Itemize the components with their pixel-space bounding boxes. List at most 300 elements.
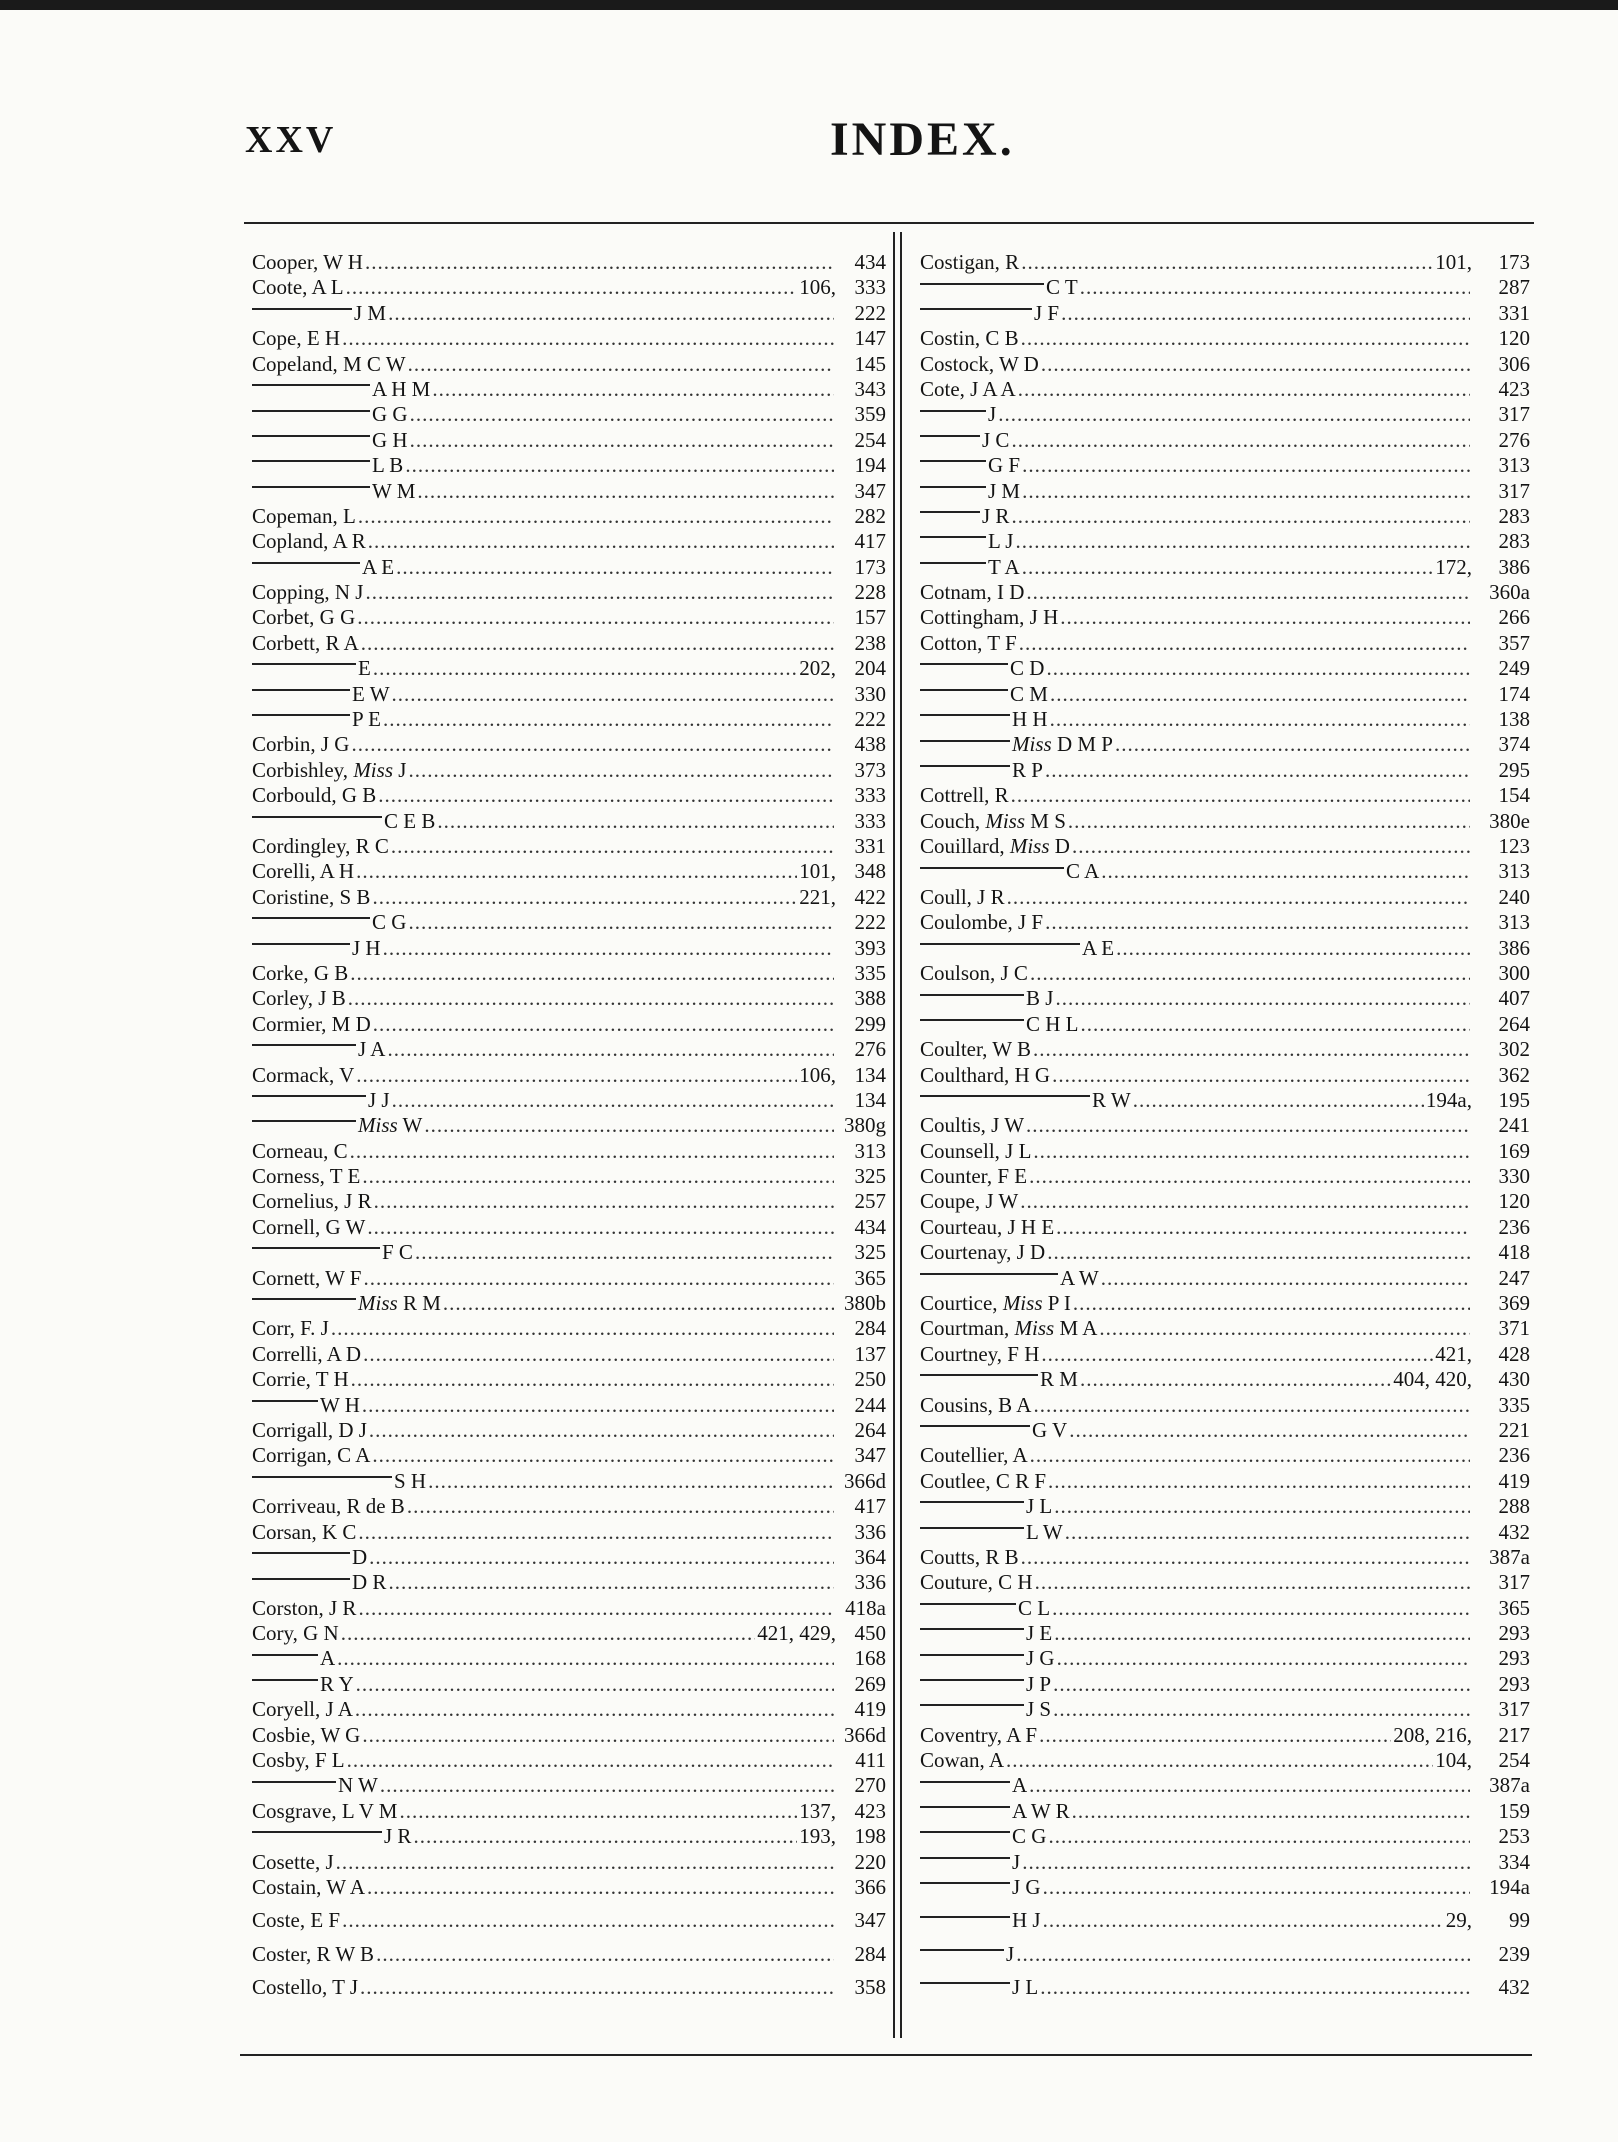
ditto-dash [920, 1679, 1024, 1681]
dot-leader [408, 428, 834, 453]
entry-name-text: L W [1026, 1519, 1063, 1544]
entry-name-text: J P [1026, 1671, 1052, 1696]
entry-page: 362 [1498, 1062, 1530, 1087]
entry-page: 217 [1498, 1722, 1530, 1747]
entry-page: 204 [854, 656, 886, 681]
entry-name-text: Corke, G B [252, 960, 349, 985]
entry-name-text: J L [1026, 1494, 1053, 1519]
entry-page: 366d [844, 1722, 886, 1747]
ditto-dash [920, 740, 1010, 742]
entry-name-text: J M [354, 300, 387, 325]
entry-extra-refs: 172, [1435, 554, 1472, 579]
entry-name-text: Corrigall, D J [252, 1417, 367, 1442]
entry-name [252, 1672, 354, 1697]
entry-page: 300 [1498, 960, 1530, 985]
entry-page: 299 [854, 1011, 886, 1036]
entry-page: 269 [854, 1671, 886, 1696]
entry-page: 154 [1498, 783, 1530, 808]
entry-page: 418 [1498, 1240, 1530, 1265]
entry-extra-refs: 221, [799, 884, 836, 909]
entry-name [920, 1773, 1027, 1798]
dot-leader [334, 1850, 834, 1875]
entry-page: 359 [854, 402, 886, 427]
index-entry [920, 986, 1530, 1011]
entry-name-text: Cotnam, I D [920, 580, 1025, 605]
entry-name [252, 936, 381, 961]
entry-page: 366d [844, 1468, 886, 1493]
index-entry [252, 1799, 886, 1824]
ditto-dash [252, 1831, 382, 1833]
entry-name [252, 1621, 339, 1646]
entry-name [920, 859, 1099, 884]
entry-name-text: Corriveau, R de B [252, 1494, 405, 1519]
dot-leader [329, 1316, 834, 1341]
index-entry [252, 1443, 886, 1468]
dot-leader [1020, 453, 1470, 478]
entry-page: 99 [1509, 1908, 1530, 1933]
entry-extra-refs: 106, [799, 275, 836, 300]
entry-name-text: Coristine, S B [252, 884, 371, 909]
entry-name [920, 1494, 1052, 1519]
entry-page: 348 [854, 859, 886, 884]
index-entry [920, 1164, 1530, 1189]
entry-page: 333 [854, 808, 886, 833]
dot-leader [354, 1672, 834, 1697]
entry-page: 287 [1498, 275, 1530, 300]
dot-leader [1013, 529, 1470, 554]
dot-leader [413, 1240, 834, 1265]
entry-page: 222 [854, 910, 886, 935]
ditto-dash [252, 562, 360, 564]
dot-leader [1024, 1113, 1470, 1138]
index-entry [920, 1520, 1530, 1545]
index-entry [252, 580, 886, 605]
entry-page: 331 [854, 833, 886, 858]
index-entry [252, 1621, 886, 1646]
dot-leader [1018, 1189, 1470, 1214]
index-entry [252, 250, 886, 275]
page-header [245, 113, 1485, 178]
entry-name-text: J [1006, 1941, 1015, 1966]
index-entry [920, 580, 1530, 605]
entry-name [920, 275, 1078, 300]
dot-leader [1009, 504, 1470, 529]
entry-page: 239 [1498, 1941, 1530, 1966]
entry-extra-refs: 404, 420, [1393, 1367, 1472, 1392]
index-entry [252, 326, 886, 351]
ditto-dash [920, 714, 1010, 716]
index-entry [252, 1672, 886, 1697]
entry-name [252, 1189, 372, 1214]
entry-extra-refs: 193, [799, 1824, 836, 1849]
index-entry [920, 1975, 1530, 2000]
dot-leader [1020, 555, 1434, 580]
entry-name-text: C G [372, 910, 407, 935]
entry-name [920, 1316, 1097, 1341]
entry-page: 335 [1498, 1392, 1530, 1417]
entry-name-text: D R [352, 1570, 387, 1595]
dot-leader [1051, 1672, 1470, 1697]
entry-name-text: C A [1066, 859, 1100, 884]
entry-name [920, 1875, 1041, 1900]
entry-page: 194 [854, 453, 886, 478]
dot-leader [1039, 1342, 1433, 1367]
entry-page: 313 [1498, 910, 1530, 935]
index-entry [252, 1367, 886, 1392]
entry-name-text: J A [358, 1037, 386, 1062]
entry-page: 334 [1498, 1849, 1530, 1874]
entry-page: 418a [845, 1595, 886, 1620]
dot-leader [390, 682, 834, 707]
entry-name [252, 1063, 354, 1088]
entry-name-text: L J [988, 529, 1014, 554]
index-entry [252, 961, 886, 986]
entry-page: 336 [854, 1519, 886, 1544]
index-entry [252, 1113, 886, 1138]
dot-leader [370, 885, 797, 910]
index-entry [920, 1367, 1530, 1392]
entry-name [252, 910, 406, 935]
index-entry [252, 301, 886, 326]
entry-name [920, 1367, 1078, 1392]
entry-name [252, 1596, 356, 1621]
entry-extra-refs: 208, 216, [1393, 1722, 1472, 1747]
dot-leader [340, 1908, 834, 1933]
entry-name [252, 250, 363, 275]
entry-name-text: S H [394, 1468, 427, 1493]
entry-page: 138 [1498, 707, 1530, 732]
entry-name-text: J C [982, 427, 1010, 452]
index-entry [252, 1646, 886, 1671]
dot-leader [360, 1723, 834, 1748]
ditto-dash [252, 663, 356, 665]
entry-name-text: Couture, C H [920, 1570, 1033, 1595]
index-entry [252, 1418, 886, 1443]
entry-name-text: Courtman, Miss M A [920, 1316, 1098, 1341]
entry-page: 157 [854, 605, 886, 630]
ditto-dash [252, 917, 370, 919]
entry-page: 198 [854, 1824, 886, 1849]
entry-page: 120 [1498, 1189, 1530, 1214]
dot-leader [360, 1393, 834, 1418]
entry-name [920, 809, 1066, 834]
index-entry [920, 656, 1530, 681]
dot-leader [1055, 1646, 1470, 1671]
page-top-edge [0, 0, 1618, 10]
dot-leader [1041, 1875, 1470, 1900]
entry-name [252, 1908, 340, 1933]
dot-leader [356, 1520, 834, 1545]
index-entry [920, 783, 1530, 808]
index-entry [252, 986, 886, 1011]
entry-name-text: W M [372, 478, 416, 503]
entry-name [920, 1545, 1019, 1570]
entry-name-text: W H [320, 1392, 360, 1417]
entry-name [252, 1316, 329, 1341]
ditto-dash [252, 486, 370, 488]
entry-name [920, 1063, 1050, 1088]
entry-name [252, 1291, 441, 1316]
index-entry [920, 1088, 1530, 1113]
entry-name [252, 1748, 345, 1773]
ditto-dash [920, 663, 1008, 665]
index-entry [920, 961, 1530, 986]
entry-name [920, 1646, 1055, 1671]
ditto-dash [920, 1374, 1038, 1376]
ditto-dash [920, 1882, 1010, 1884]
entry-name [252, 428, 408, 453]
index-entry [252, 1875, 886, 1900]
entry-name [920, 1621, 1052, 1646]
entry-page: 276 [854, 1037, 886, 1062]
dot-leader [1024, 580, 1470, 605]
dot-leader [1043, 758, 1470, 783]
index-entry [252, 1291, 886, 1316]
ditto-dash [920, 283, 1044, 285]
index-entry [920, 1494, 1530, 1519]
entry-page: 283 [1498, 503, 1530, 528]
index-entry [920, 1942, 1530, 1967]
ditto-dash [920, 1982, 1010, 1984]
index-entry [252, 910, 886, 935]
index-entry [252, 834, 886, 859]
entry-name-text: Coutellier, A [920, 1443, 1028, 1468]
dot-leader [371, 656, 797, 681]
index-entry [920, 910, 1530, 935]
ditto-dash [252, 460, 370, 462]
entry-name-text: A H M [372, 376, 431, 401]
ditto-dash [920, 511, 980, 513]
entry-extra-refs: 421, [1435, 1341, 1472, 1366]
entry-name-text: Cosgrave, L V M [252, 1798, 398, 1823]
dot-leader [348, 961, 834, 986]
entry-name-text: Cornell, G W [252, 1214, 366, 1239]
index-entry [252, 504, 886, 529]
entry-name-text: Coutlee, C R F [920, 1468, 1047, 1493]
dot-leader [1044, 656, 1470, 681]
entry-name [252, 301, 386, 326]
index-entry [920, 402, 1530, 427]
entry-page: 333 [854, 275, 886, 300]
entry-page: 419 [1498, 1468, 1530, 1493]
ditto-dash [920, 460, 986, 462]
entry-name [252, 834, 389, 859]
ditto-dash [252, 943, 350, 945]
index-entry [252, 605, 886, 630]
index-entry [920, 1773, 1530, 1798]
entry-name [920, 352, 1039, 377]
entry-name [252, 1494, 405, 1519]
entry-extra-refs: 106, [799, 1062, 836, 1087]
entry-name-text: Corness, T E [252, 1164, 361, 1189]
dot-leader [389, 834, 834, 859]
entry-name-text: Coulson, J C [920, 960, 1028, 985]
ditto-dash [920, 943, 1080, 945]
entry-name-text: Copping, N J [252, 580, 364, 605]
dot-leader [346, 986, 834, 1011]
entry-name [920, 834, 1070, 859]
index-entry [920, 1266, 1530, 1291]
ditto-dash [252, 1298, 356, 1300]
index-entry [920, 682, 1530, 707]
dot-leader [367, 1545, 834, 1570]
dot-leader [406, 910, 834, 935]
dot-leader [1009, 783, 1470, 808]
entry-name [920, 1088, 1131, 1113]
index-entry [252, 1942, 886, 1967]
dot-leader [335, 1646, 834, 1671]
entry-name [252, 1240, 413, 1265]
entry-name [920, 1799, 1070, 1824]
entry-name [252, 326, 340, 351]
entry-name [920, 504, 1009, 529]
entry-name-text: Corrigan, C A [252, 1443, 371, 1468]
entry-page: 387a [1489, 1544, 1530, 1569]
ditto-dash [252, 1400, 318, 1402]
entry-name [252, 1342, 361, 1367]
dot-leader [1031, 1139, 1470, 1164]
dot-leader [1004, 1748, 1433, 1773]
index-entry [252, 1975, 886, 2000]
entry-name-text: Cousins, B A [920, 1392, 1032, 1417]
dot-leader [405, 1494, 834, 1519]
dot-leader [1019, 1545, 1470, 1570]
index-entry [252, 1316, 886, 1341]
dot-leader [360, 1164, 834, 1189]
entry-page: 347 [854, 1443, 886, 1468]
entry-name [252, 529, 366, 554]
entry-page: 284 [854, 1941, 886, 1966]
index-entry [252, 275, 886, 300]
ditto-dash [920, 1095, 1090, 1097]
entry-name [920, 707, 1048, 732]
dot-leader [1037, 1723, 1391, 1748]
dot-leader [371, 1012, 834, 1037]
entry-page: 358 [854, 1975, 886, 2000]
entry-name-text: Couillard, Miss D [920, 833, 1070, 858]
entry-page: 325 [854, 1164, 886, 1189]
entry-name-text: J R [384, 1824, 412, 1849]
entry-page: 313 [854, 1138, 886, 1163]
entry-name-text: Correlli, A D [252, 1341, 362, 1366]
dot-leader [1099, 859, 1470, 884]
entry-name [252, 707, 381, 732]
entry-name [920, 1139, 1031, 1164]
index-entry [920, 529, 1530, 554]
entry-name [920, 428, 1009, 453]
entry-name [252, 1393, 360, 1418]
entry-name [252, 1164, 360, 1189]
entry-name-text: Copeman, L [252, 503, 356, 528]
entry-name-text: Coulter, W B [920, 1037, 1031, 1062]
dot-leader [394, 555, 834, 580]
entry-name-text: Cowan, A [920, 1748, 1004, 1773]
index-entry [920, 1240, 1530, 1265]
dot-leader [1097, 1316, 1470, 1341]
entry-name [252, 1570, 386, 1595]
index-entry [252, 1773, 886, 1798]
entry-name [252, 504, 356, 529]
entry-name [252, 1942, 374, 1967]
entry-page: 336 [854, 1570, 886, 1595]
entry-extra-refs: 202, [799, 656, 836, 681]
entry-name-text: Cotton, T F [920, 630, 1017, 655]
ditto-dash [920, 536, 986, 538]
index-entry [920, 479, 1530, 504]
entry-name-text: J F [1034, 300, 1060, 325]
entry-name [252, 1139, 348, 1164]
entry-name [920, 1697, 1051, 1722]
dot-leader [381, 707, 834, 732]
index-entry [252, 555, 886, 580]
index-entry [920, 936, 1530, 961]
entry-name [252, 1037, 385, 1062]
dot-leader [348, 1139, 834, 1164]
entry-page: 288 [1498, 1494, 1530, 1519]
entry-name-text: J L [1012, 1975, 1039, 2000]
dot-leader [339, 1621, 756, 1646]
ditto-dash [920, 435, 980, 437]
dot-leader [408, 402, 834, 427]
ditto-dash [920, 562, 986, 564]
dot-leader [1041, 1908, 1444, 1933]
entry-page: 221 [1498, 1417, 1530, 1442]
entry-page: 387a [1489, 1773, 1530, 1798]
entry-name [252, 1215, 365, 1240]
dot-leader [355, 605, 834, 630]
dot-leader [363, 250, 834, 275]
ditto-dash [920, 1019, 1024, 1021]
ditto-dash [252, 410, 370, 412]
entry-name [920, 1418, 1067, 1443]
dot-leader [1078, 275, 1470, 300]
dot-leader [1014, 1942, 1470, 1967]
entry-name-text: Corr, F. J [252, 1316, 329, 1341]
dot-leader [1113, 732, 1470, 757]
dot-leader [1079, 1012, 1471, 1037]
entry-page: 244 [854, 1392, 886, 1417]
entry-name [252, 859, 354, 884]
entry-name-text: R W [1092, 1087, 1131, 1112]
dot-leader [1131, 1088, 1424, 1113]
ditto-dash [920, 486, 986, 488]
dot-leader [349, 1367, 834, 1392]
entry-extra-refs: 101, [1435, 250, 1472, 274]
entry-name-text: Courtenay, J D [920, 1240, 1046, 1265]
entry-name [920, 1520, 1063, 1545]
entry-name-text: Corbett, R A [252, 630, 359, 655]
index-entry [920, 1342, 1530, 1367]
entry-page: 249 [1498, 656, 1530, 681]
dot-leader [1070, 1799, 1470, 1824]
index-entry [252, 1596, 886, 1621]
entry-name-text: A E [362, 554, 395, 579]
dot-leader [397, 1799, 797, 1824]
entry-page: 264 [1498, 1011, 1530, 1036]
index-entry [920, 809, 1530, 834]
index-entry [920, 1748, 1530, 1773]
column-divider-right [900, 232, 902, 2038]
dot-leader [403, 453, 834, 478]
dot-leader [1045, 1240, 1470, 1265]
entry-name [920, 1164, 1027, 1189]
entry-name [252, 1799, 397, 1824]
entry-name [252, 1088, 390, 1113]
dot-leader [1078, 1367, 1391, 1392]
entry-name [920, 1012, 1079, 1037]
entry-name [920, 1824, 1046, 1849]
entry-name-text: F C [382, 1240, 413, 1265]
